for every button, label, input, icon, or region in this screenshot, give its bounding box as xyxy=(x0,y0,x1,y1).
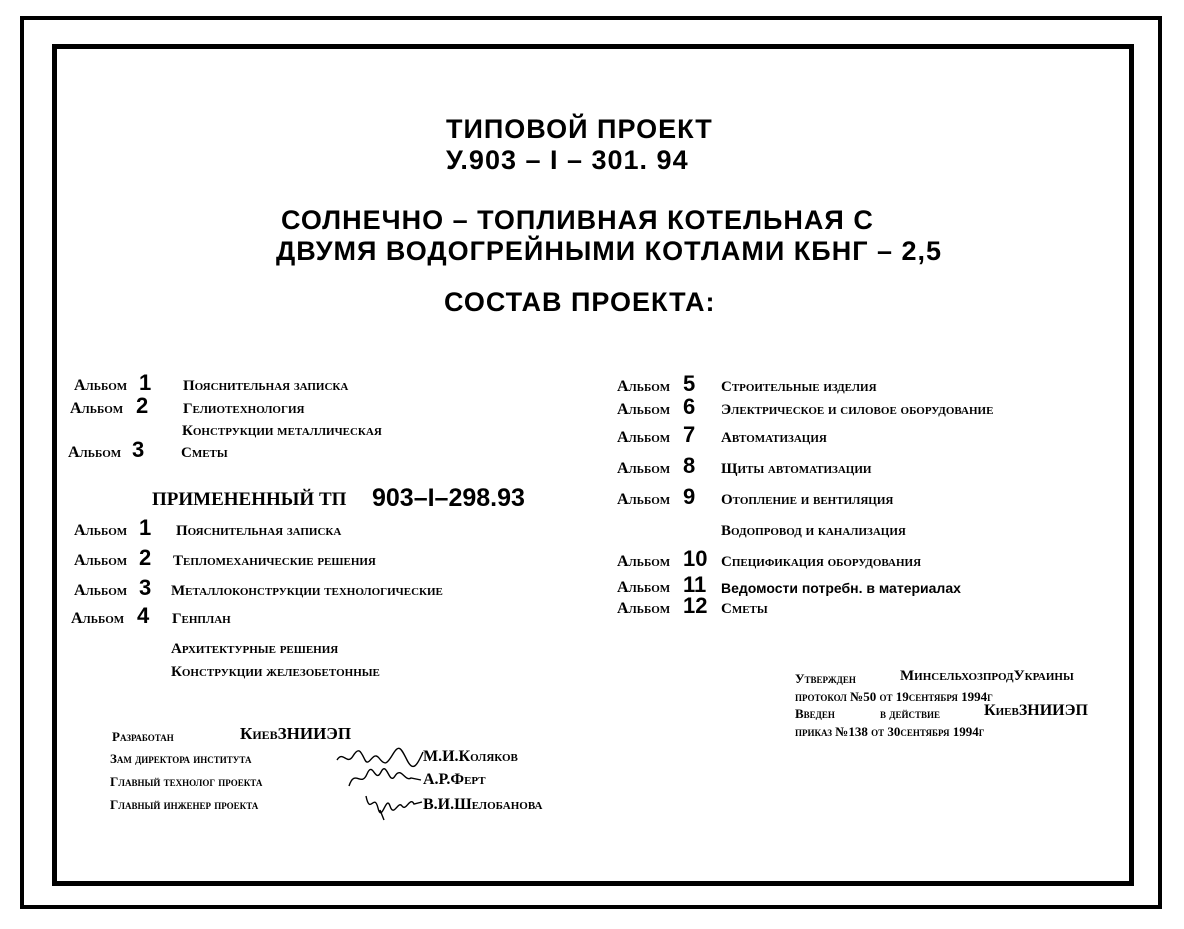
album-description: Ведомости потребн. в материалах xyxy=(721,580,961,596)
album-description: Водопровод и канализация xyxy=(721,523,906,539)
album-number: 1 xyxy=(139,515,152,540)
album-label: Альбом xyxy=(71,610,125,627)
album-label: Альбом xyxy=(617,401,671,418)
album-label: Альбом xyxy=(74,377,128,394)
approval-protocol: протокол №50 от 19сентября 1994г xyxy=(795,689,993,704)
album-number: 3 xyxy=(139,575,152,600)
album-description: Конструкции железобетонные xyxy=(171,664,380,680)
applied-code: 903–I–298.93 xyxy=(372,484,525,512)
album-label: Альбом xyxy=(68,444,122,461)
album-label: Альбом xyxy=(74,522,128,539)
album-description: Строительные изделия xyxy=(721,379,877,395)
introduced-action: в действие xyxy=(880,706,940,721)
album-number: 2 xyxy=(136,393,149,418)
album-label: Альбом xyxy=(74,582,128,599)
album-description: Электрическое и силовое оборудование xyxy=(721,402,994,418)
signatory-name: М.И.Коляков xyxy=(423,748,518,765)
applied-label: ПРИМЕНЕННЫЙ ТП xyxy=(152,489,347,510)
album-number: 10 xyxy=(683,546,708,571)
signatory-role: Главный технолог проекта xyxy=(110,774,263,789)
composition-heading: СОСТАВ ПРОЕКТА: xyxy=(444,287,716,317)
album-number: 1 xyxy=(139,370,152,395)
album-label: Альбом xyxy=(617,553,671,570)
album-number: 5 xyxy=(683,371,696,396)
album-number: 8 xyxy=(683,453,696,478)
album-description: Щиты автоматизации xyxy=(721,461,872,477)
album-description: Пояснительная записка xyxy=(183,378,349,394)
album-description: Металлоконструкции технологические xyxy=(171,583,443,599)
album-label: Альбом xyxy=(617,378,671,395)
album-number: 9 xyxy=(683,484,696,509)
album-description: Архитектурные решения xyxy=(171,641,339,657)
introduced-by: КиевЗНИИЭП xyxy=(984,702,1088,719)
album-number: 11 xyxy=(683,572,707,597)
signatory-role: Зам директора института xyxy=(110,751,252,766)
album-label: Альбом xyxy=(617,579,671,596)
introduced-label: Введен xyxy=(795,706,835,721)
approved-label: Утвержден xyxy=(795,671,856,686)
album-label: Альбом xyxy=(70,400,124,417)
album-description: Тепломеханические решения xyxy=(173,553,376,569)
album-description: Сметы xyxy=(181,445,228,461)
album-description: Автоматизация xyxy=(721,430,827,446)
approval-order: приказ №138 от 30сентября 1994г xyxy=(795,724,985,739)
album-number: 2 xyxy=(139,545,152,570)
signature-icon xyxy=(362,786,424,822)
signatory-name: В.И.Шелобанова xyxy=(423,796,543,813)
album-number: 3 xyxy=(132,437,145,462)
developed-org: КиевЗНИИЭП xyxy=(240,724,352,743)
album-number: 12 xyxy=(683,593,708,618)
album-label: Альбом xyxy=(617,491,671,508)
album-description: Пояснительная записка xyxy=(176,523,342,539)
album-label: Альбом xyxy=(74,552,128,569)
album-description: Сметы xyxy=(721,601,768,617)
signatory-role: Главный инженер проекта xyxy=(110,797,259,812)
signatory-name: А.Р.Ферт xyxy=(423,771,486,788)
project-code: У.903 – I – 301. 94 xyxy=(446,145,689,175)
album-number: 7 xyxy=(683,422,696,447)
album-description: Отопление и вентиляция xyxy=(721,492,894,508)
title-line-2: ДВУМЯ ВОДОГРЕЙНЫМИ КОТЛАМИ КБНГ – 2,5 xyxy=(276,236,943,266)
album-number: 4 xyxy=(137,603,150,628)
approved-by: МинсельхозпродУкраины xyxy=(900,668,1074,684)
doc-type: ТИПОВОЙ ПРОЕКТ xyxy=(446,114,713,144)
developed-label: Разработан xyxy=(112,729,174,744)
album-label: Альбом xyxy=(617,600,671,617)
album-number: 6 xyxy=(683,394,696,419)
title-line-1: СОЛНЕЧНО – ТОПЛИВНАЯ КОТЕЛЬНАЯ С xyxy=(281,205,874,235)
album-description: Генплан xyxy=(172,611,231,627)
album-label: Альбом xyxy=(617,460,671,477)
album-description: Гелиотехнология xyxy=(183,401,305,417)
album-description: Конструкции металлическая xyxy=(182,423,382,439)
album-description: Спецификация оборудования xyxy=(721,554,922,570)
album-label: Альбом xyxy=(617,429,671,446)
